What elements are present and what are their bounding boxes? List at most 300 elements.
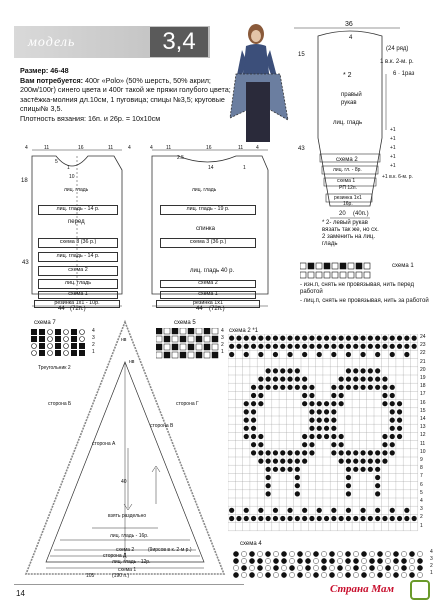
schema2-dot: [258, 434, 263, 439]
schema2-dot: [360, 368, 365, 373]
back-dim-5: 4: [256, 145, 259, 151]
schema2-dot: [390, 516, 395, 521]
schema2-dot: [302, 344, 307, 349]
schema2-dot: [346, 491, 351, 496]
schema2-dot: [397, 434, 402, 439]
schema2-dot: [295, 336, 300, 341]
schema2-dot: [287, 385, 292, 390]
schema4-cell: [313, 572, 318, 577]
schema2-dot: [360, 516, 365, 521]
sleeve-cap-top: 4: [349, 35, 353, 41]
schema2-dot: [244, 409, 249, 414]
schema2-dot: [397, 516, 402, 521]
schema4-cell: [377, 551, 382, 556]
sleeve-label-stitch: лиц. гладь: [333, 120, 363, 126]
front-schema3: схема 3 (36 р.): [38, 238, 118, 248]
back-dim-4: 11: [238, 145, 244, 151]
schema2-dot: [302, 352, 307, 357]
schema2-dot: [251, 344, 256, 349]
schema2-dot: [360, 467, 365, 472]
schema4-cell: [297, 551, 302, 556]
schema4-cell: [249, 551, 254, 556]
schema4-n2: 2: [430, 563, 433, 569]
sleeve-plus1-a: +1: [390, 127, 396, 133]
schema2-dot: [251, 393, 256, 398]
schema2-dot: [309, 450, 314, 455]
schema2-dot: [295, 450, 300, 455]
sleeve-label-sleeve: рукав: [341, 100, 357, 106]
shawl-diagram: [18, 318, 232, 580]
schema2-dot: [331, 418, 336, 423]
shawl-side-g: сторона Г: [176, 401, 199, 407]
schema1-cell: [348, 263, 354, 269]
schema2-dot: [324, 336, 329, 341]
schema2-dot: [258, 385, 263, 390]
schema1-cell: [356, 272, 362, 278]
sleeve-height-43: 43: [298, 146, 305, 152]
schema2-row-number: 3: [420, 506, 423, 513]
schema2-dot: [360, 508, 365, 513]
schema4-cell: [265, 558, 270, 563]
schema2-dot: [339, 442, 344, 447]
shawl-nv-mid: нв: [129, 359, 135, 365]
schema2-dot: [266, 467, 271, 472]
schema2-dot: [251, 426, 256, 431]
schema2-dot: [390, 450, 395, 455]
watermark-emblem: [410, 580, 430, 600]
schema2-dot: [258, 393, 263, 398]
schema4-cell: [329, 551, 334, 556]
shawl-vzyat: взять раздельно: [108, 513, 147, 519]
schema7-n4: 4: [92, 328, 95, 334]
schema2-dot: [229, 344, 234, 349]
schema2-dot: [317, 418, 322, 423]
schema2-dot: [382, 336, 387, 341]
schema2-dot: [302, 516, 307, 521]
schema2-dot: [302, 459, 307, 464]
schema2-dot: [331, 344, 336, 349]
schema4-cell: [313, 551, 318, 556]
schema2-dot: [339, 516, 344, 521]
schema4-cell: [297, 572, 302, 577]
schema2-dot: [324, 409, 329, 414]
schema1-cell: [316, 263, 322, 269]
schema4-cell: [377, 565, 382, 570]
schema4-n4: 4: [430, 549, 433, 555]
schema2-dot: [317, 344, 322, 349]
schema2-dot: [331, 352, 336, 357]
schema2-dot: [251, 434, 256, 439]
shawl-gl12: лиц. гладь - 12р.: [112, 559, 151, 565]
schema1-cell: [364, 263, 370, 269]
sleeve-bottom-st: (40п.): [353, 211, 369, 217]
schema2-dot: [266, 377, 271, 382]
schema2-dot: [346, 483, 351, 488]
front-dim-4: 11: [108, 145, 114, 151]
schema1-cell: [308, 263, 314, 269]
schema4-cell: [369, 551, 374, 556]
schema2-dot: [390, 344, 395, 349]
schema2-dot: [251, 442, 256, 447]
schema1-cell: [324, 263, 330, 269]
schema4-cell: [265, 572, 270, 577]
schema2-dot: [339, 385, 344, 390]
back-dim-1: 4: [150, 145, 153, 151]
schema2-dot: [360, 385, 365, 390]
schema2-dot: [229, 336, 234, 341]
schema4-cell: [305, 572, 310, 577]
schema2-dot: [397, 401, 402, 406]
schema4-cell: [321, 572, 326, 577]
schema4-cell: [297, 558, 302, 563]
schema2-dot: [244, 508, 249, 513]
schema2-dot: [309, 344, 314, 349]
schema2-dot: [331, 426, 336, 431]
schema2-dot: [368, 385, 373, 390]
schema4-cell: [353, 572, 358, 577]
schema2-dot: [331, 450, 336, 455]
schema2-dot: [382, 442, 387, 447]
front-schema2: схема 2: [38, 266, 118, 276]
schema4-cell: [337, 572, 342, 577]
schema2-dot: [266, 483, 271, 488]
schema2-dot: [390, 385, 395, 390]
sleeve-note-24: (24 ряд): [386, 46, 409, 52]
schema2-dot: [397, 409, 402, 414]
schema2-dot: [375, 491, 380, 496]
schema2-dot: [368, 377, 373, 382]
schema2-dot: [346, 385, 351, 390]
schema2-dot: [375, 336, 380, 341]
schema4-cell: [241, 558, 246, 563]
schema2-dot: [346, 368, 351, 373]
schema4-cell: [249, 558, 254, 563]
schema4-cell: [337, 565, 342, 570]
shawl-title: Треугольник 2: [38, 365, 71, 371]
schema2-dot: [375, 352, 380, 357]
schema2-dot: [317, 409, 322, 414]
schema2-dot: [302, 508, 307, 513]
schema2-dot: [390, 426, 395, 431]
schema2-dot: [266, 459, 271, 464]
schema4-cell: [393, 558, 398, 563]
schema2-dot: [360, 450, 365, 455]
schema2-dot: [382, 385, 387, 390]
schema2-row-number: 7: [420, 473, 423, 480]
schema2-dot: [404, 344, 409, 349]
schema2-dot: [295, 344, 300, 349]
sleeve-plus1-d: +1: [390, 154, 396, 160]
schema2-dot: [390, 442, 395, 447]
sleeve-schema2: схема 2: [336, 157, 358, 163]
schema2-dot: [295, 385, 300, 390]
gauge-text: Плотность вязания: 16п. и 26р. = 10х10см: [20, 113, 161, 123]
schema7-n2: 2: [92, 342, 95, 348]
schema2-dot: [412, 516, 417, 521]
schema2-dot: [280, 368, 285, 373]
front-schema1: схема 1: [38, 291, 118, 299]
schema2-dot: [287, 344, 292, 349]
sleeve-left-height: 15: [298, 52, 305, 58]
schema2-dot: [266, 336, 271, 341]
schema4-title: схема 4: [240, 541, 262, 547]
page-number: 14: [16, 589, 25, 598]
schema4-cell: [385, 558, 390, 563]
schema2-dot: [346, 352, 351, 357]
front-bottom-st: (72п.): [70, 306, 86, 312]
schema2-dot: [236, 344, 241, 349]
front-side-43: 43: [22, 260, 29, 266]
schema2-dot: [390, 393, 395, 398]
back-stitch-top: лиц. гладь: [192, 187, 217, 193]
schema4-cell: [305, 558, 310, 563]
schema4-cell: [249, 565, 254, 570]
schema4-cell: [257, 558, 262, 563]
front-dim-5: 4: [128, 145, 131, 151]
schema4-cell: [281, 551, 286, 556]
schema5-n2: 2: [221, 342, 224, 348]
schema2-dot: [266, 385, 271, 390]
schema2-dot: [309, 434, 314, 439]
schema2-dot: [302, 393, 307, 398]
schema2-dot: [346, 336, 351, 341]
schema2-dot: [375, 459, 380, 464]
schema2-dot: [317, 352, 322, 357]
front-dim-2: 11: [44, 145, 50, 151]
shawl-schema1: схема 1: [118, 567, 137, 573]
schema4-cell: [361, 572, 366, 577]
sleeve-bottom: 20: [339, 211, 346, 217]
sleeve-inc-note: +1 в.к. 6-м. р.: [382, 174, 413, 180]
schema2-dot: [324, 426, 329, 431]
schema2-dot: [273, 352, 278, 357]
schema2-row-number: 2: [420, 514, 423, 521]
shawl-schema2: схема 2: [116, 547, 135, 553]
schema4-cell: [345, 551, 350, 556]
schema1-cell: [364, 272, 370, 278]
schema2-title: схема 2 *1: [229, 328, 259, 334]
back-neck-14: 14: [208, 165, 214, 171]
schema2-dot: [390, 401, 395, 406]
schema2-dot: [309, 336, 314, 341]
schema2-row-number: 21: [420, 358, 426, 365]
schema2-dot: [258, 450, 263, 455]
schema2-dot: [236, 516, 241, 521]
schema2-dot: [309, 516, 314, 521]
schema4-cell: [241, 572, 246, 577]
schema4-cell: [241, 551, 246, 556]
schema4-cell: [369, 565, 374, 570]
sleeve-gl8: лиц. гл. - 8р.: [333, 167, 362, 173]
schema4-cell: [321, 558, 326, 563]
schema4-cell: [401, 565, 406, 570]
schema2-row-number: 4: [420, 498, 423, 504]
schema2-dot: [324, 516, 329, 521]
schema2-dot: [346, 450, 351, 455]
schema4-cell: [321, 551, 326, 556]
schema2-dot: [302, 336, 307, 341]
materials-info: [20, 66, 232, 124]
schema2-dot: [280, 459, 285, 464]
schema2-dot: [397, 426, 402, 431]
front-bottom: 44: [58, 306, 65, 312]
schema4-cell: [313, 565, 318, 570]
schema2-dot: [309, 401, 314, 406]
schema2-dot: [346, 516, 351, 521]
schema2-dot: [368, 459, 373, 464]
schema2-dot: [346, 459, 351, 464]
schema2-dot: [404, 508, 409, 513]
schema2-dot: [287, 516, 292, 521]
back-gl19: лиц. гладь - 19 р.: [160, 205, 256, 215]
schema2-dot: [375, 483, 380, 488]
schema2-dot: [346, 344, 351, 349]
schema2-dot: [324, 418, 329, 423]
schema2-dot: [273, 336, 278, 341]
schema2-dot: [324, 344, 329, 349]
schema2-dot: [375, 516, 380, 521]
schema2-dot: [280, 336, 285, 341]
schema2-dot: [390, 409, 395, 414]
schema2-dot: [390, 352, 395, 357]
schema2-dot: [258, 442, 263, 447]
schema2-dot: [375, 368, 380, 373]
schema2-dot: [280, 377, 285, 382]
schema2-dot: [273, 450, 278, 455]
schema2-dot: [266, 450, 271, 455]
sleeve-plus1-c: +1: [390, 145, 396, 151]
front-neck-5: 5: [55, 159, 58, 165]
schema2-dot: [287, 459, 292, 464]
schema2-dot: [309, 385, 314, 390]
schema4-n1: 1: [430, 570, 433, 576]
schema2-row-number: 16: [420, 399, 426, 406]
front-dim-3: 16: [78, 145, 84, 151]
back-schema1: схема 1: [160, 291, 256, 299]
schema2-dot: [287, 450, 292, 455]
schema2-dot: [273, 459, 278, 464]
schema2-dot: [309, 442, 314, 447]
schema2-dot: [360, 336, 365, 341]
schema2-dot: [258, 377, 263, 382]
schema2-dot: [382, 459, 387, 464]
back-label: спинка: [196, 226, 216, 232]
schema4-n3: 3: [430, 556, 433, 562]
schema2-dot: [287, 508, 292, 513]
schema2-dot: [302, 385, 307, 390]
schema2-dot: [331, 385, 336, 390]
schema2-row-number: 13: [420, 424, 426, 431]
schema4-cell: [361, 558, 366, 563]
sleeve-note-dec1: 1 в.к. 2-м. р.: [380, 59, 414, 65]
schema2-dot: [258, 352, 263, 357]
schema2-dot: [353, 368, 358, 373]
shawl-nv-top: нв: [121, 337, 127, 343]
schema2-dot: [266, 344, 271, 349]
schema2-dot: [368, 450, 373, 455]
needs-label: Вам потребуется:: [20, 75, 84, 85]
schema4-cell: [305, 565, 310, 570]
schema2-dot: [375, 344, 380, 349]
legend-izn: - изн.п, снять не провязывая, нить перед работой: [300, 282, 414, 295]
schema2-dot: [251, 336, 256, 341]
schema4-cell: [377, 558, 382, 563]
schema2-dot: [287, 467, 292, 472]
schema2-dot: [397, 344, 402, 349]
schema2-dot: [375, 385, 380, 390]
schema4-cell: [417, 572, 422, 577]
schema2-dot: [331, 508, 336, 513]
schema4-cell: [273, 572, 278, 577]
sleeve-rez: резинка 1х1: [334, 195, 362, 201]
schema4-cell: [401, 551, 406, 556]
schema1-cell: [332, 272, 338, 278]
schema2-row-number: 20: [420, 366, 426, 373]
front-dim-1: 4: [25, 145, 28, 151]
schema2-row-number: 18: [420, 383, 426, 390]
schema2-dot: [295, 483, 300, 488]
schema2-dot: [280, 516, 285, 521]
schema4-cell: [257, 565, 262, 570]
schema4-cell: [345, 572, 350, 577]
schema4-cell: [329, 558, 334, 563]
footer-divider: [14, 584, 244, 585]
schema4-cell: [353, 565, 358, 570]
schema2-dot: [368, 368, 373, 373]
schema2-dot: [236, 336, 241, 341]
schema2-row-number: 15: [420, 407, 426, 414]
schema4-cell: [289, 565, 294, 570]
schema2-dot: [266, 516, 271, 521]
schema2-dot: [353, 467, 358, 472]
front-stitch-top: лиц. гладь: [64, 187, 89, 193]
schema2-chart: [228, 334, 432, 534]
schema4-cell: [369, 558, 374, 563]
schema4-cell: [401, 572, 406, 577]
schema2-dot: [251, 385, 256, 390]
sleeve-rp12: РП 12п.: [339, 185, 357, 191]
schema1-cell: [340, 263, 346, 269]
schema2-row-number: 22: [420, 350, 426, 357]
schema4-cell: [321, 565, 326, 570]
schema2-dot: [229, 516, 234, 521]
sleeve-footnote: * 2- левый рукав вязать так же, но сх. 2 заменить на лиц. гладь: [322, 220, 379, 247]
schema2-dot: [280, 344, 285, 349]
schema2-dot: [273, 508, 278, 513]
shawl-h40: 40: [121, 479, 127, 485]
schema2-dot: [229, 508, 234, 513]
schema4-cell: [361, 565, 366, 570]
schema2-dot: [397, 418, 402, 423]
schema2-row-number: 24: [420, 334, 426, 340]
front-neck-1: 1: [67, 165, 70, 171]
schema2-dot: [302, 434, 307, 439]
sleeve-schema1: схема 1: [337, 178, 356, 184]
schema2-dot: [258, 516, 263, 521]
schema2-dot: [404, 336, 409, 341]
schema7-n1: 1: [92, 349, 95, 355]
schema2-dot: [353, 459, 358, 464]
schema4-cell: [305, 551, 310, 556]
schema2-dot: [412, 336, 417, 341]
schema4-cell: [329, 565, 334, 570]
schema2-dot: [331, 442, 336, 447]
schema5-title: схема 5: [174, 320, 196, 326]
schema2-dot: [273, 377, 278, 382]
schema4-cell: [337, 558, 342, 563]
schema2-dot: [375, 377, 380, 382]
schema2-dot: [346, 467, 351, 472]
